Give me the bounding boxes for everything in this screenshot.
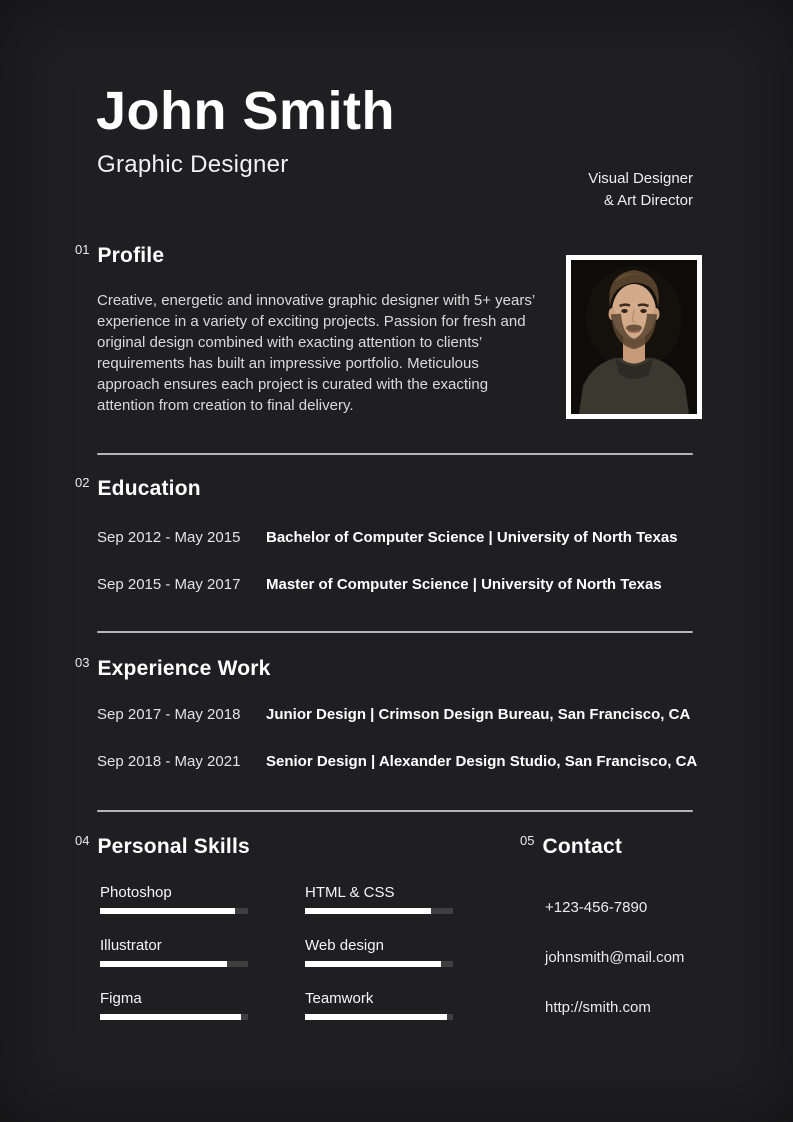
skill-item [305,990,453,1020]
profile-section-title: Profile [97,244,165,267]
education-row-dates: Sep 2015 - May 2017 [97,576,241,593]
skill-item [100,884,248,914]
education-row-description: Master of Computer Science | University of North Texas [266,576,662,593]
contact-list [545,899,684,1049]
skill-item [305,884,453,914]
person-name: John Smith [96,81,395,141]
profile-section-header [75,244,164,268]
experience-row-description: Junior Design | Crimson Design Bureau, San Francisco, CA [266,706,691,723]
skill-bar-fill [305,1014,447,1020]
contact-section-header [520,835,622,859]
skill-bar-track [100,961,248,967]
skills-section-number: 04 [75,833,90,848]
skill-bar-fill [100,1014,241,1020]
tagline-line-1: Visual Designer [588,170,693,187]
profile-summary-text: Creative, energetic and innovative graphic designer with 5+ years’ experience in a variety of exciting projects. Passion for fresh and original design combined with exacting attention to clients’ requirements has built an impressive portfolio. Meticulous approach ensures each project is curated with the exacting attention from creation to final delivery. [97,292,535,414]
skill-item [100,937,248,967]
skills-grid [100,884,453,1020]
skill-bar-fill [305,961,441,967]
skill-bar-track [100,908,248,914]
contact-phone[interactable]: +123-456-7890 [545,899,648,916]
skill-item [305,937,453,967]
education-row-description: Bachelor of Computer Science | University of North Texas [266,529,678,546]
experience-section-header [75,657,271,681]
skill-item [100,990,248,1020]
education-section-title: Education [97,477,201,500]
skill-bar-track [100,1014,248,1020]
skill-bar-fill [100,908,235,914]
education-section-header [75,477,201,501]
profile-section-number: 01 [75,242,90,257]
skill-bar-track [305,961,453,967]
experience-row-dates: Sep 2017 - May 2018 [97,706,241,723]
divider-above-skills [97,810,693,812]
contact-website[interactable]: http://smith.com [545,999,651,1016]
contact-section-number: 05 [520,833,535,848]
education-section-number: 02 [75,475,90,490]
skill-name: Illustrator [100,937,162,954]
skill-bar-track [305,1014,453,1020]
contact-email[interactable]: johnsmith@mail.com [545,949,685,966]
person-tagline [588,168,693,212]
skill-bar-fill [305,908,431,914]
education-row-dates: Sep 2012 - May 2015 [97,529,241,546]
skill-name: HTML & CSS [305,884,395,901]
experience-section-title: Experience Work [97,657,271,680]
skill-name: Photoshop [100,884,172,901]
person-role: Graphic Designer [97,151,289,178]
experience-row-dates: Sep 2018 - May 2021 [97,753,241,770]
experience-rows [97,706,698,770]
contact-section-title: Contact [542,835,623,858]
skill-name: Teamwork [305,990,374,1007]
skills-section-title: Personal Skills [97,835,250,858]
profile-photo [566,255,702,419]
experience-section-number: 03 [75,655,90,670]
experience-row-description: Senior Design | Alexander Design Studio, San Francisco, CA [266,753,698,770]
portrait-illustration [571,260,697,414]
skill-bar-track [305,908,453,914]
skill-bar-fill [100,961,227,967]
skill-name: Web design [305,937,384,954]
divider-above-experience [97,631,693,633]
skill-name: Figma [100,990,142,1007]
tagline-line-2: & Art Director [603,192,693,209]
skills-section-header [75,835,250,859]
divider-above-education [97,453,693,455]
education-rows [97,529,693,593]
